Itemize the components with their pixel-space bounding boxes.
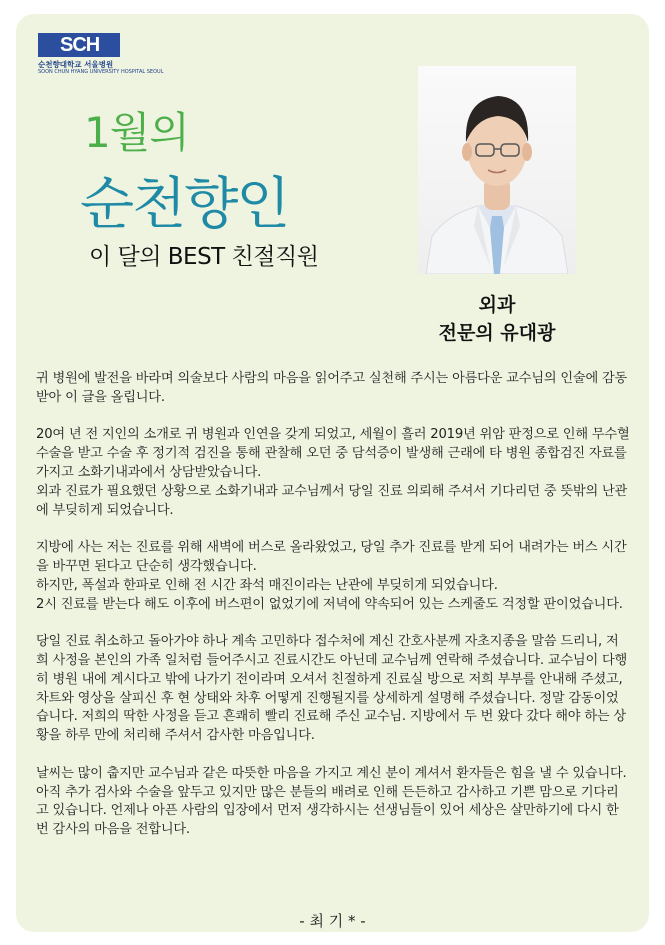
letter-body [36,370,630,859]
logo-mark: SCH [38,33,120,57]
doctor-photo [418,66,576,274]
letter-text: 하지만, 폭설과 한파로 인해 전 시간 좌석 매진이라는 난관에 부딪히게 되었습니다. [36,577,498,593]
letter-text: 2시 진료를 받는다 해도 이후에 버스편이 없었기에 저녁에 약속되어 있는 스케줄도 걱정할 판이었습니다. [36,596,623,612]
letter-signature: - 최 기 * - [299,912,366,930]
honoree-name: 전문의 유대광 [438,322,556,344]
letter-text: 당일 진료 취소하고 돌아가야 하나 계속 고민하다 접수처에 계신 간호사분께 자초지종을 말씀 드리니, 저희 사정을 본인의 가족 일처럼 들어주시고 진료시간도 아닌데 교수님께 연락해 주셨습니다. 교수님이 다행히 병원 내에 계시다고 밖에 나가기 전이라며 오셔서 친절하게 진료실 방으로 저희 부부를 안내해 주셨고, 차트와 영상을 살피신 후 현 상태와 차후 어떻게 진행될지를 상세하게 설명해 주셨습니다. 정말 감동이었습니다. 저희의 딱한 사정을 듣고 흔쾌히 빨리 진료해 주신 교수님. 지방에서 두 번 왔다 갔다 해야 하는 상황을 하루 만에 처리해 주셔서 감사한 마음입니다. [36,634,628,744]
letter-text: 지방에 사는 저는 진료를 위해 새벽에 버스로 올라왔었고, 당일 추가 진료를 받게 되어 내려가는 버스 시간을 바꾸면 된다고 단순히 생각했습니다. [36,540,627,574]
letter-text: 외과 진료가 필요했던 상황으로 소화기내과 교수님께서 당일 진료 의뢰해 주셔서 기다리던 중 뜻밖의 난관에 부딪히게 되었습니다. [36,483,628,518]
hospital-logo [38,33,163,75]
logo-name-en: SOON CHUN HYANG UNIVERSITY HOSPITAL SEOUL [38,69,164,75]
letter-text: 날씨는 많이 춥지만 교수님과 같은 따뜻한 마음을 가지고 계신 분이 계셔서 환자들은 힘을 낼 수 있습니다. 아직 추가 검사와 수술을 앞두고 있지만 많은 분들의 배려로 인해 든든하고 감사하고 기쁜 맘으로 기다리고 있습니다. 언제나 아픈 사람의 입장에서 먼저 생각하시는 선생님들이 있어 세상은 살만하기에 다시 한번 감사의 마음을 전합니다. [36,765,627,838]
logo-name-ko: 순천향대학교 서울병원 [38,60,114,69]
letter-paragraph [36,539,630,614]
letter-paragraph [36,633,630,746]
letter-paragraph [36,765,630,840]
letter-paragraph [36,426,630,520]
honoree-department: 외과 [478,294,516,316]
month-heading: 1월의 [84,108,189,157]
letter-text: 귀 병원에 발전을 바라며 의술보다 사람의 마음을 읽어주고 실천해 주시는 아름다운 교수님의 인술에 감동받아 이 글을 올립니다. [36,371,628,405]
letter-text: 20여 년 전 지인의 소개로 귀 병원과 인연을 갖게 되었고, 세월이 흘러 2019년 위암 판정으로 인해 무수혈 수술을 받고 수술 후 정기적 검진을 통해 관찰해 오던 중 담석증이 발생해 근래에 타 병원 종합검진 자료를 가지고 소화기내과에서 상담받았습니다. [36,427,630,480]
page-subtitle: 이 달의 BEST 친절직원 [89,244,319,270]
page-title: 순천향인 [80,172,289,237]
letter-paragraph [36,370,630,408]
